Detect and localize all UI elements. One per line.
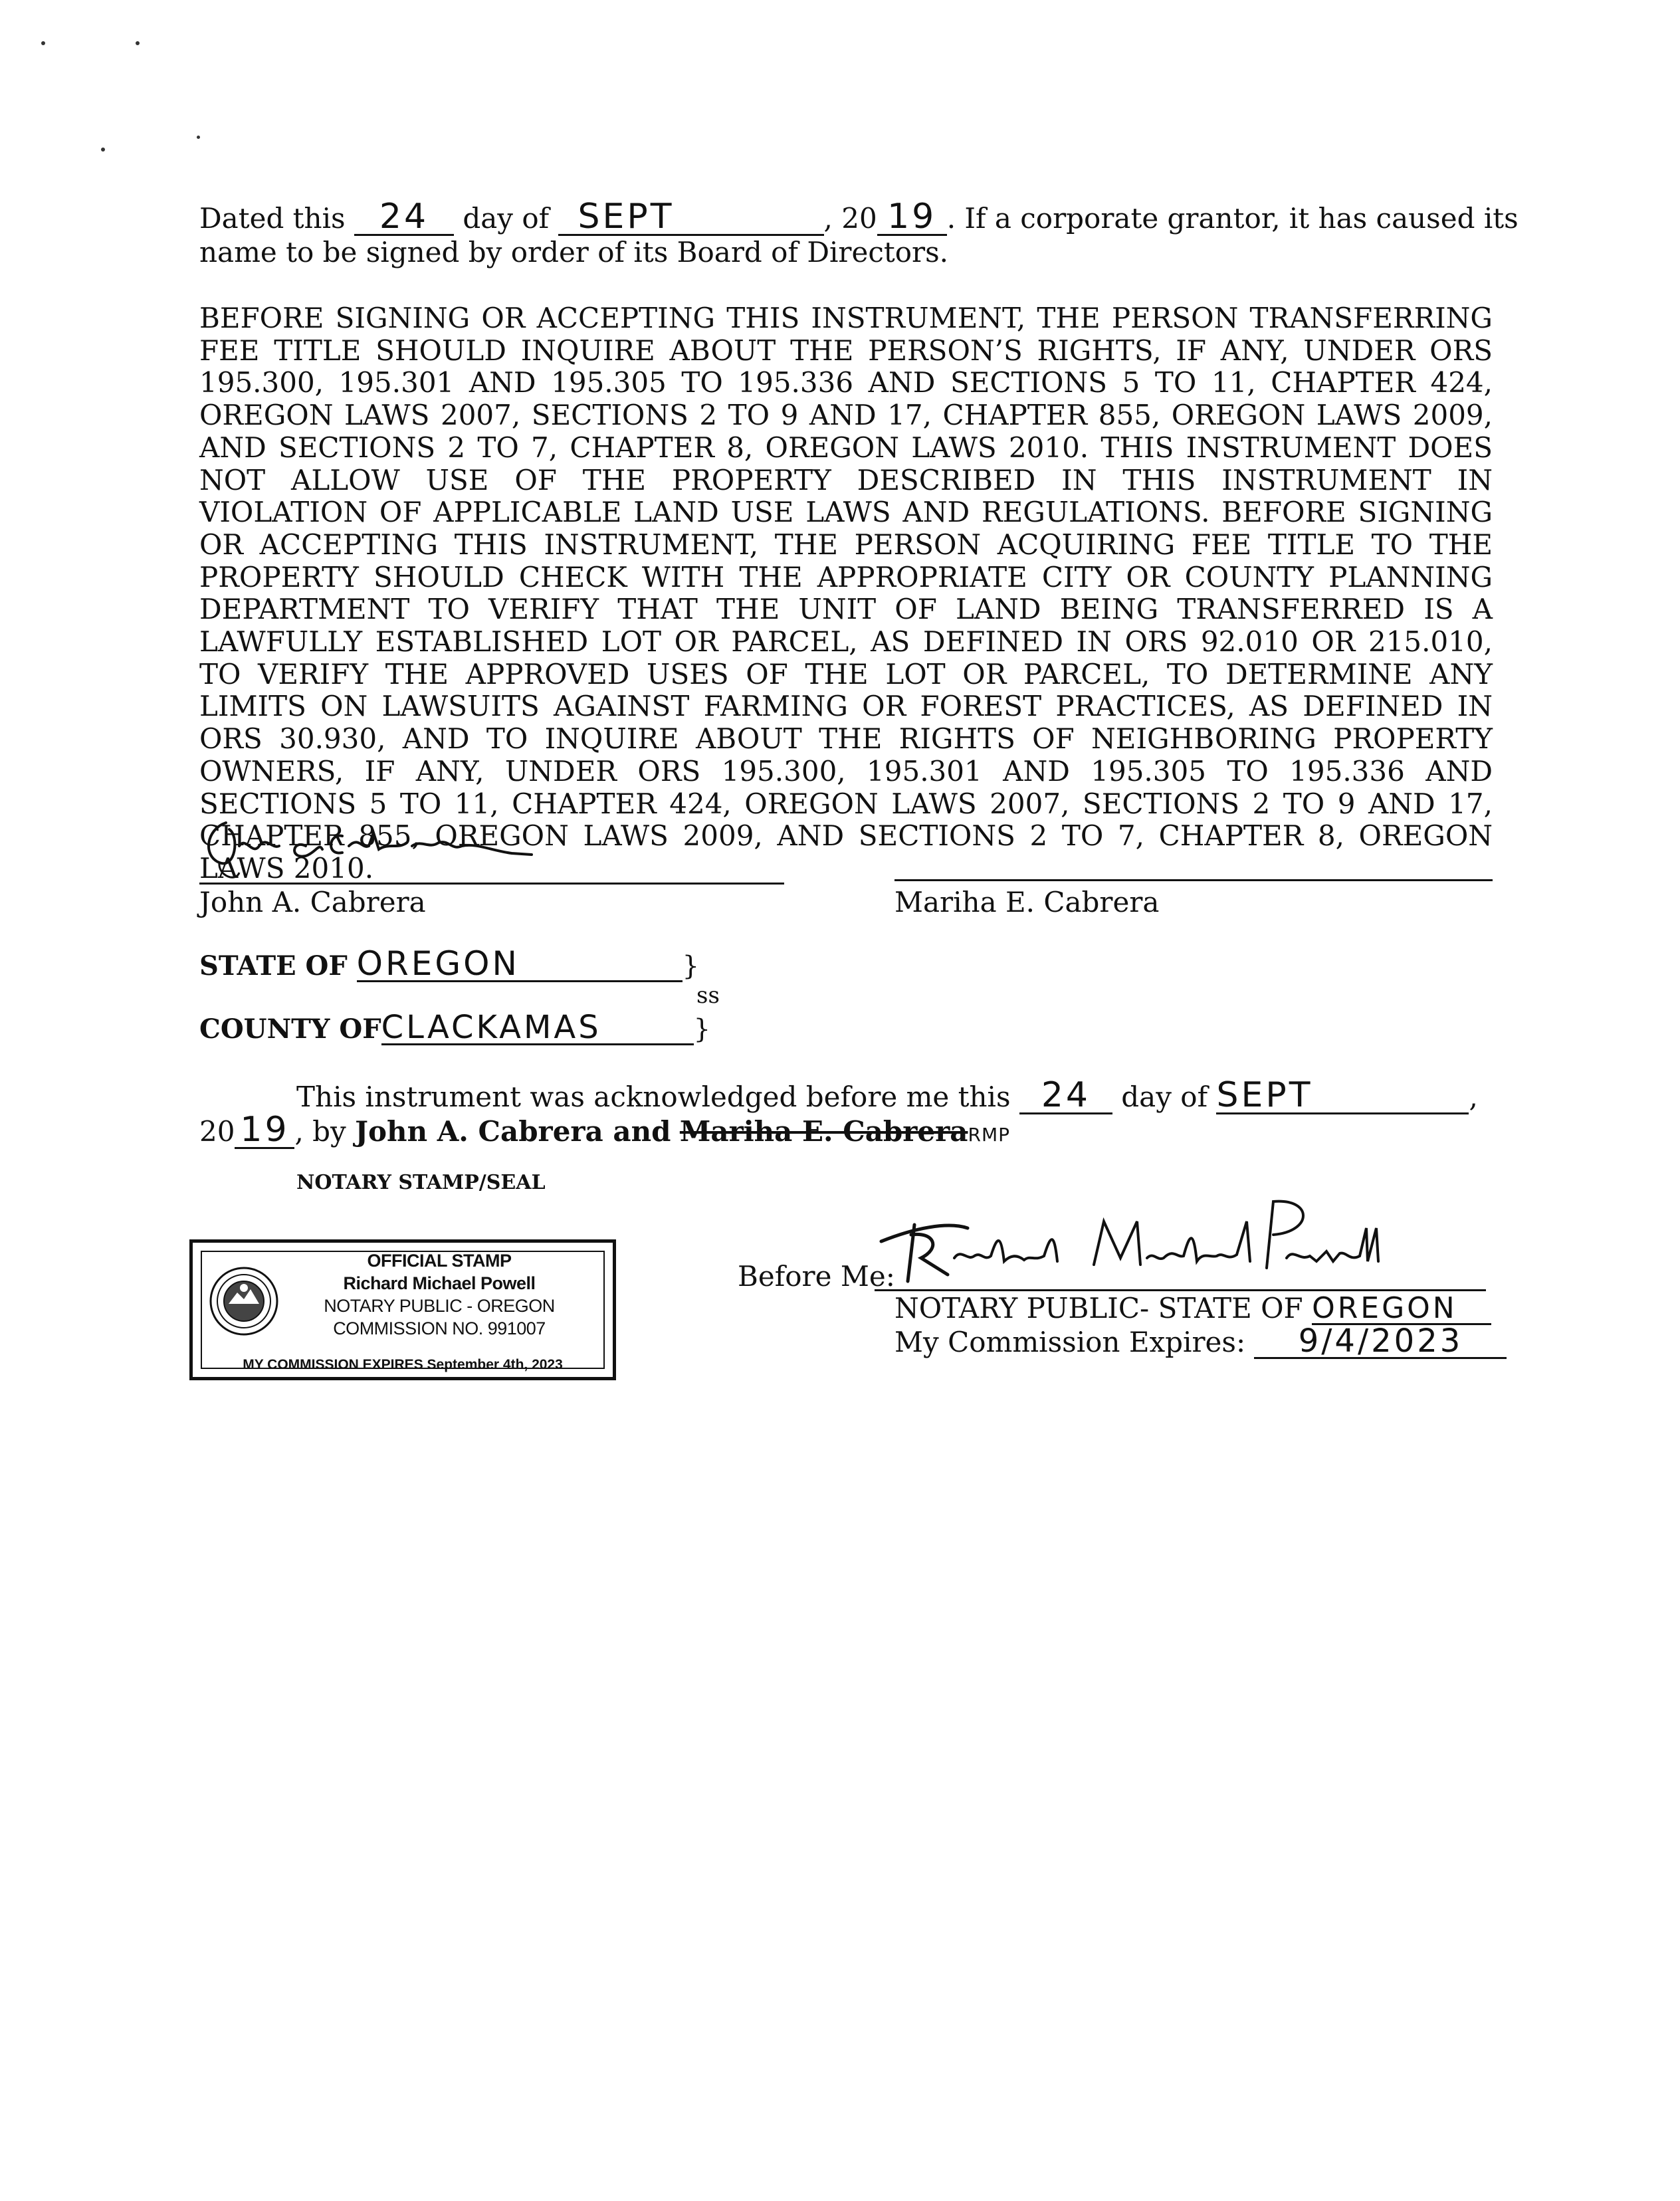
legal-notice: BEFORE SIGNING OR ACCEPTING THIS INSTRUMENT, THE PERSON TRANSFERRING FEE TITLE SHOULD INQUIRE ABOUT THE PERSON’S RIGHTS, IF ANY, UNDER ORS 195.300, 195.301 AND 195.305 TO 195.336 AND SECTIONS 5 TO 11, CHAPTER 424, OREGON LAWS 2007, SECTIONS 2 TO 9 AND 17, CHAPTER 855, OREGON LAWS 2009, AND SECTIONS 2 TO 7, CHAPTER 8, OREGON LAWS 2010. THIS INSTRUMENT DOES NOT ALLOW USE OF THE PROPERTY DESCRIBED IN THIS INSTRUMENT IN VIOLATION OF APPLICABLE LAND USE LAWS AND REGULATIONS. BEFORE SIGNING OR ACCEPTING THIS INSTRUMENT, THE PERSON ACQUIRING FEE TITLE TO THE PROPERTY SHOULD CHECK WITH THE APPROPRIATE CITY OR COUNTY PLANNING DEPARTMENT TO VERIFY THAT THE UNIT OF LAND BEING TRANSFERRED IS A LAWFULLY ESTABLISHED LOT OR PARCEL, AS DEFINED IN ORS 92.010 OR 215.010, TO VERIFY THE APPROVED USES OF THE LOT OR PARCEL, TO DETERMINE ANY LIMITS ON LAWSUITS AGAINST FARMING OR FOREST PRACTICES, AS DEFINED IN ORS 30.930, AND TO INQUIRE ABOUT THE RIGHTS OF NEIGHBORING PROPERTY OWNERS, IF ANY, UNDER ORS 195.300, 195.301 AND 195.305 TO 195.336 AND SECTIONS 5 TO 11, CHAPTER 424, OREGON LAWS 2007, SECTIONS 2 TO 9 AND 17, CHAPTER 855, OREGON LAWS 2009, AND SECTIONS 2 TO 7, CHAPTER 8, OREGON LAWS 2010. — [199, 302, 1493, 885]
ack-mid: day of — [1121, 1081, 1208, 1113]
before-me-label: Before Me: — [738, 1260, 895, 1293]
signature-line-john — [199, 816, 784, 885]
ack-year: 19 — [235, 1112, 294, 1149]
ack-month: SEPT — [1216, 1078, 1469, 1114]
county-of-line: COUNTY OFCLACKAMAS } — [199, 1009, 711, 1046]
stamp-line-3: NOTARY PUBLIC - OREGON — [324, 1296, 555, 1316]
official-stamp — [189, 1239, 616, 1380]
ack-struck-name: Mariha E. Cabrera — [679, 1115, 968, 1148]
stamp-line-1: OFFICIAL STAMP — [367, 1251, 512, 1271]
dated-year: 19 — [877, 199, 947, 236]
scan-speck — [136, 41, 140, 45]
dated-prefix: Dated this — [199, 202, 346, 235]
stamp-text — [279, 1249, 599, 1340]
ack-names: John A. Cabrera and — [355, 1115, 671, 1148]
dated-line — [199, 199, 1519, 236]
dated-day: 24 — [354, 199, 454, 236]
stamp-line-5: MY COMMISSION EXPIRES September 4th, 2023 — [243, 1357, 563, 1372]
state-of-line: STATE OF OREGON } — [199, 944, 700, 983]
dated-suffix: . If a corporate grantor, it has caused its — [946, 202, 1519, 235]
oregon-seal-icon — [207, 1263, 280, 1342]
ack-prefix: This instrument was acknowledged before me this — [296, 1081, 1011, 1113]
ack-year-prefix: 20 — [199, 1115, 235, 1148]
signature-john — [199, 809, 572, 883]
scan-speck — [101, 148, 105, 152]
scan-speck — [197, 136, 200, 139]
notary-public-label: NOTARY PUBLIC- STATE OF — [894, 1292, 1303, 1324]
ss-marker: ss — [696, 982, 720, 1009]
ack-day: 24 — [1019, 1078, 1112, 1114]
ack-comma: , — [1469, 1081, 1478, 1113]
dated-year-prefix: , 20 — [823, 202, 877, 235]
notary-public-line — [894, 1292, 1491, 1325]
acknowledgment-line-1 — [296, 1075, 1478, 1115]
stamp-line-2: Richard Michael Powell — [343, 1273, 536, 1293]
state-value: OREGON — [357, 947, 682, 982]
notary-state: OREGON — [1312, 1294, 1491, 1325]
county-value: CLACKAMAS — [381, 1011, 694, 1045]
state-label: STATE OF — [199, 950, 348, 982]
acknowledgment-line-2 — [199, 1112, 1010, 1149]
dated-month: SEPT — [558, 199, 824, 236]
expires-label: My Commission Expires: — [894, 1326, 1246, 1358]
signer-name-john: John A. Cabrera — [199, 886, 426, 918]
county-label: COUNTY OF — [199, 1013, 381, 1045]
commission-expires-line — [894, 1322, 1507, 1360]
scan-speck — [41, 41, 45, 45]
signer-name-mariha: Mariha E. Cabrera — [894, 886, 1160, 918]
dated-line-2: name to be signed by order of its Board of Directors. — [199, 236, 949, 268]
signature-line-mariha — [894, 879, 1493, 881]
ack-initials: RMP — [968, 1124, 1010, 1146]
ack-by: , by — [294, 1115, 346, 1148]
notary-signature — [875, 1195, 1419, 1288]
stamp-line-4: COMMISSION NO. 991007 — [333, 1318, 546, 1338]
notary-signature-line — [875, 1203, 1486, 1291]
notary-seal-label: NOTARY STAMP/SEAL — [296, 1171, 546, 1194]
expires-value: 9/4/2023 — [1254, 1325, 1507, 1359]
dated-mid: day of — [463, 202, 550, 235]
